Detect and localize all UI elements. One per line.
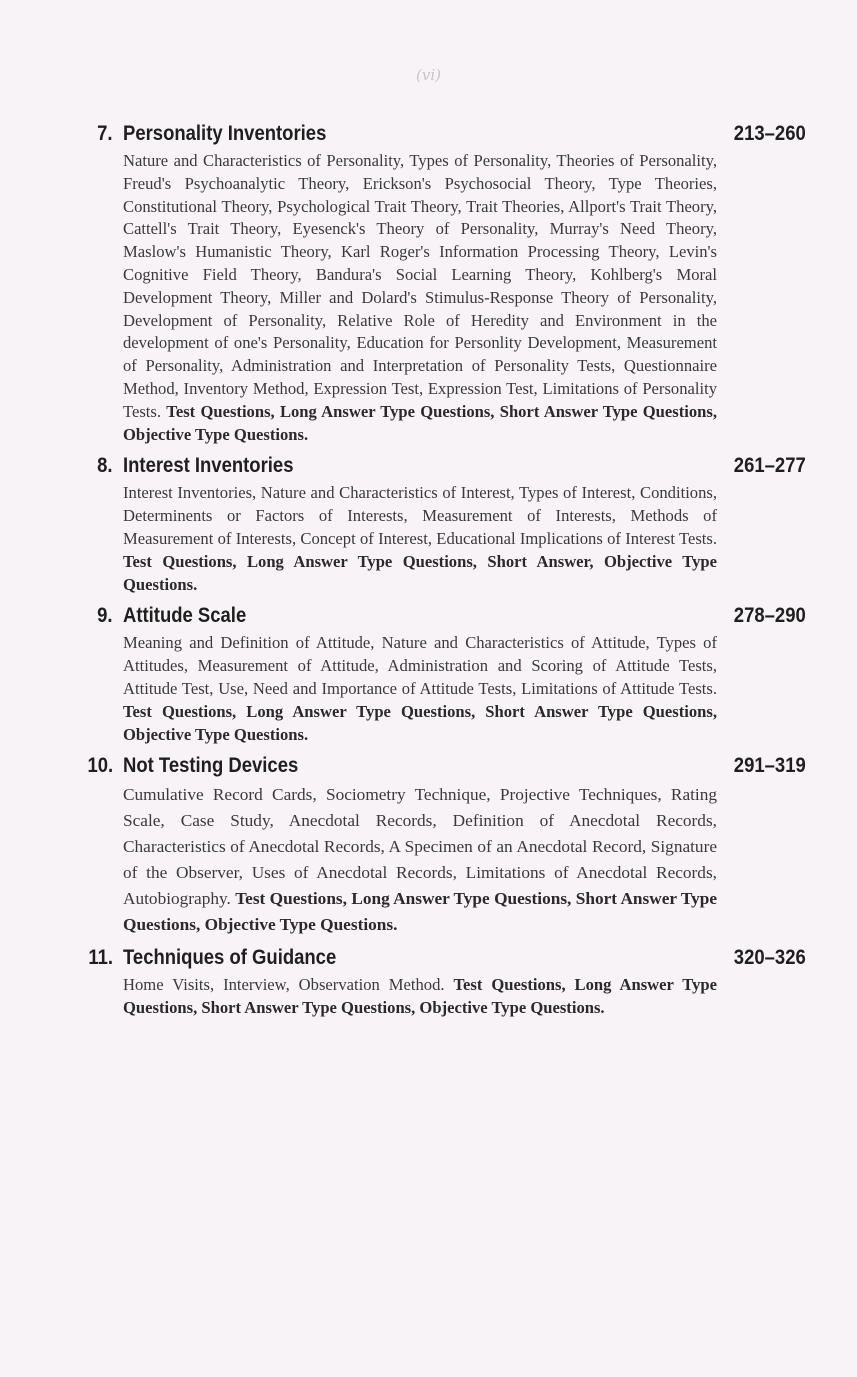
chapter-topics: [123, 482, 717, 596]
chapter-topics-text: Meaning and Definition of Attitude, Nature and Characteristics of Attitude, Types of Attitudes, Measurement of Attitude, Administration and Scoring of Attitude Tests, Attitude Test, Use, Need and Importance of Attitude Tests, Limitations of Attitude Tests.: [123, 633, 717, 698]
chapter-heading: [0, 452, 857, 482]
chapter-topics: [123, 632, 717, 746]
page-number-marker: (vi): [416, 66, 441, 84]
chapter-title: Attitude Scale: [123, 604, 247, 628]
chapter-title: Personality Inventories: [123, 122, 327, 145]
chapter-page-range: 320–326: [734, 946, 806, 970]
chapter-number: 10.: [87, 754, 113, 778]
chapter-page-range: 291–319: [734, 754, 806, 778]
chapter-page-range: 278–290: [734, 604, 806, 628]
chapter-questions-text: Test Questions, Long Answer Type Questions, Short Answer, Objective Type Questions.: [123, 551, 717, 594]
chapter-number: 8.: [97, 454, 113, 478]
chapter-title: Techniques of Guidance: [123, 946, 337, 970]
chapter-entry-11: [0, 944, 857, 1020]
chapter-topics: [123, 782, 717, 938]
chapter-questions-text: Test Questions, Long Answer Type Questions, Short Answer Type Questions, Objective Type Questions.: [123, 701, 717, 744]
chapter-topics: [123, 974, 717, 1020]
chapter-number: 7.: [97, 122, 113, 145]
chapter-heading: [0, 752, 857, 782]
chapter-title: Interest Inventories: [123, 454, 294, 478]
chapter-entry-10: [0, 752, 857, 938]
chapter-entry-8: [0, 452, 857, 596]
chapter-entry-9: [0, 602, 857, 746]
chapter-questions-text: Test Questions, Long Answer Type Questions, Short Answer Type Questions, Objective Type Questions.: [123, 975, 717, 1018]
chapter-questions-text: Test Questions, Long Answer Type Questions, Short Answer Type Questions, Objective Type Questions.: [123, 889, 717, 935]
chapter-entry-7: [0, 120, 857, 446]
chapter-heading: [0, 120, 857, 150]
chapter-topics-text: Interest Inventories, Nature and Characteristics of Interest, Types of Interest, Conditions, Determinents or Factors of Interests, Measurement of Interests, Methods of Measurement of Interests, Concept of Interest, Educational Implications of Interest Tests.: [123, 483, 717, 548]
chapter-heading: [0, 602, 857, 632]
chapter-topics: [123, 150, 717, 446]
chapter-page-range: 213–260: [734, 122, 806, 145]
chapter-topics-text: Home Visits, Interview, Observation Method.: [123, 975, 445, 995]
chapter-page-range: 261–277: [734, 454, 806, 478]
table-of-contents: [0, 120, 857, 1026]
chapter-title: Not Testing Devices: [123, 754, 299, 778]
chapter-topics-text: Cumulative Record Cards, Sociometry Technique, Projective Techniques, Rating Scale, Case Study, Anecdotal Records, Definition of Anecdotal Records, Characteristics of Anecdotal Records, A Specimen of an Anecdotal Record, Signature of the Observer, Uses of Anecdotal Records, Limitations of Anecdotal Records, Autobiography.: [123, 785, 717, 909]
chapter-heading: [0, 944, 857, 974]
chapter-questions-text: Test Questions, Long Answer Type Questions, Short Answer Type Questions, Objective Type Questions.: [123, 401, 717, 444]
chapter-topics-text: Nature and Characteristics of Personality, Types of Personality, Theories of Personality, Freud's Psychoanalytic Theory, Erickson's Psychosocial Theory, Type Theories, Constitutional Theory, Psychological Trait Theory, Trait Theories, Allport's Trait Theory, Cattell's Trait Theory, Eyesenck's Theory of Personality, Murray's Need Theory, Maslow's Humanistic Theory, Karl Roger's Information Processing Theory, Levin's Cognitive Field Theory, Bandura's Social Learning Theory, Kohlberg's Moral Development Theory, Miller and Dolard's Stimulus-Response Theory of Personality, Development of Personality, Relative Role of Heredity and Environment in the development of one's Personality, Education for Personlity Development, Measurement of Personality, Administration and Interpretation of Personality Tests, Questionnaire Method, Inventory Method, Expression Test, Expression Test, Limitations of Personality Tests.: [123, 151, 717, 421]
chapter-number: 11.: [88, 946, 113, 970]
chapter-number: 9.: [97, 604, 113, 628]
